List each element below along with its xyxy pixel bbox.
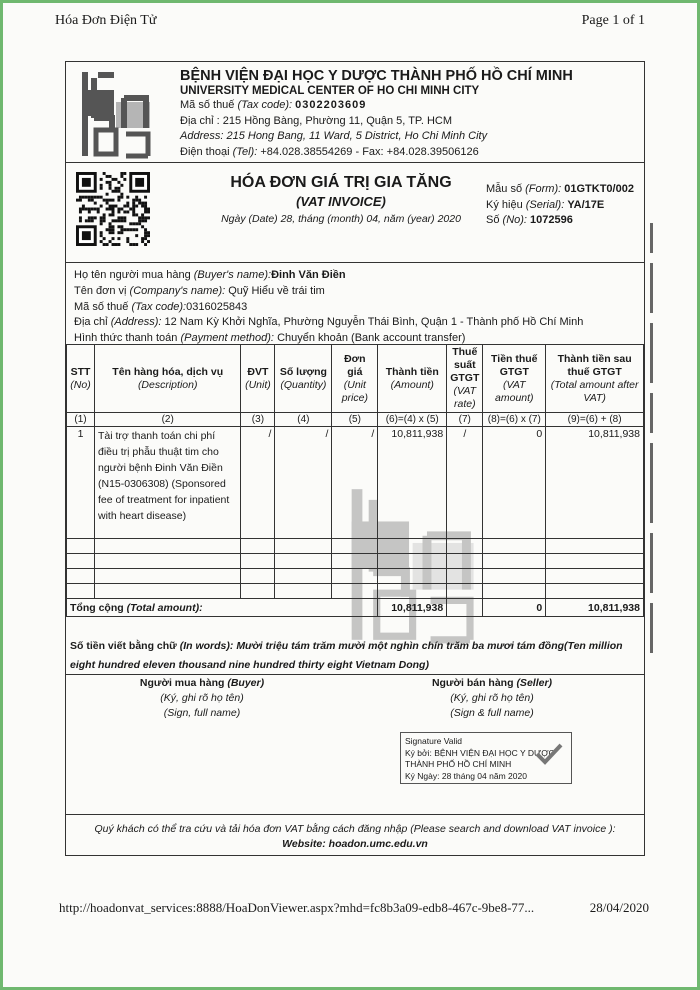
- header-unit: ĐVT (Unit): [241, 345, 275, 413]
- invoice-number: 1072596: [530, 214, 573, 226]
- page-indicator: Page 1 of 1: [581, 13, 645, 28]
- checkmark-icon: [535, 743, 563, 765]
- total-after-vat: 10,811,938: [588, 601, 640, 614]
- invoice-date: Ngày (Date) 28, tháng (month) 04, năm (year) 2020: [221, 213, 461, 225]
- footer-date: 28/04/2020: [589, 900, 649, 915]
- buyer-address: 12 Nam Kỳ Khởi Nghĩa, Phường Nguyễn Thái Bình, Quận 1 - Thành phố Hồ Chí Minh: [164, 316, 584, 329]
- divider: [66, 162, 644, 163]
- header-no: STT (No): [67, 345, 95, 413]
- buyer-signature: Người mua hàng (Buyer) (Ký, ghi rõ họ tên) (Sign, full name): [139, 677, 265, 719]
- table-row: [67, 569, 644, 584]
- amount-in-words: Số tiền viết bằng chữ (In words): Mười triệu tám trăm mười một nghìn chín trăm ba mươi tám đồng(Ten million eight hundred eleven thousand nine hundred thirty eight Vietnam Dong): [70, 640, 623, 671]
- header-vat-rate: Thuế suất GTGT (VAT rate): [447, 345, 483, 413]
- table-header-row: [67, 345, 644, 413]
- header-vat-amount: Tiền thuế GTGT (VAT amount): [483, 345, 546, 413]
- seller-signature: Người bán hàng (Seller) (Ký, ghi rõ họ tên) (Sign & full name): [431, 677, 553, 719]
- serial-number: YA/17E: [567, 198, 605, 211]
- invoice-form-info: Mẫu số (Form): 01GTKT0/002 Ký hiệu (Serial): YA/17E Số (No): 1072596: [486, 183, 634, 226]
- footer-url: http://hoadonvat_services:8888/HoaDonViewer.aspx?mhd=fc8b3a09-edb8-467c-9be8-77...: [59, 900, 535, 915]
- seller-tax-line: Mã số thuế (Tax code): 0302203609: [180, 99, 367, 111]
- invoice-title: HÓA ĐƠN GIÁ TRỊ GIA TĂNG: [230, 174, 452, 191]
- header-unit-price: Đơn giá (Unit price): [332, 345, 378, 413]
- table-row: [67, 539, 644, 554]
- payment-method: Chuyển khoản (Bank account transfer): [277, 332, 466, 345]
- digital-signature-box: Signature Valid Ký bởi: BỆNH VIỆN ĐẠI HỌC Y DƯỢC THÀNH PHỐ HỒ CHÍ MINH Ký Ngày: 28 tháng 04 năm 2020: [400, 732, 572, 784]
- seller-phone-line: Điện thoại (Tel): +84.028.38554269 - Fax: +84.028.39506126: [180, 145, 479, 158]
- invoice-title-en: (VAT INVOICE): [296, 194, 386, 209]
- total-vat: 0: [536, 601, 543, 614]
- seller-address-vi: Địa chỉ : 215 Hồng Bàng, Phường 11, Quận 5, TP. HCM: [180, 114, 453, 127]
- buyer-name: Đinh Văn Điền: [271, 269, 346, 281]
- seller-info: [180, 68, 640, 160]
- header-quantity: Số lượng (Quantity): [275, 345, 332, 413]
- total-amount: 10,811,938: [391, 601, 444, 614]
- side-edge-text: [647, 223, 657, 653]
- divider: [66, 262, 644, 263]
- buyer-company: Quỹ Hiểu về trái tim: [228, 284, 325, 297]
- invoice-page: [3, 3, 697, 987]
- seller-name-en: UNIVERSITY MEDICAL CENTER OF HO CHI MINH CITY: [180, 85, 480, 97]
- table-row: 1 Tài trợ thanh toán chi phí điều trị phẫu thuật tim cho người bệnh Đinh Văn Điền (N15-0306308) (Sponsored fee of treatment for inpatient with heart disease) / / / 10,811,938 / 0 10,811,938: [67, 427, 644, 539]
- header-amount: Thành tiền (Amount): [378, 345, 447, 413]
- qr-code-icon: [76, 170, 150, 248]
- browser-title: Hóa Đơn Điện Tử: [55, 13, 157, 28]
- invoice-title-block: [206, 174, 476, 225]
- seller-address-en: Address: 215 Hong Bang, 11 Ward, 5 District, Ho Chi Minh City: [180, 130, 488, 143]
- amount-in-words-value: Mười triệu tám trăm mười một nghìn chín trăm ba mươi tám đồng(Ten million eight hundred eleven thousand nine hundred thirty eight Vietnam Dong): [70, 640, 623, 671]
- website-link: Website: hoadon.umc.edu.vn: [282, 838, 428, 850]
- divider: [66, 814, 644, 815]
- seller-phone: +84.028.38554269: [260, 145, 353, 158]
- divider: [66, 674, 644, 675]
- seller-fax: +84.028.39506126: [386, 145, 479, 158]
- lookup-note: Quý khách có thể tra cứu và tải hóa đơn VAT bằng cách đăng nhập (Please search and download VAT invoice ): Website: hoadon.umc.edu.vn: [94, 823, 616, 850]
- buyer-tax-code: 0316025843: [186, 300, 248, 313]
- table-row: [67, 584, 644, 599]
- buyer-info: Họ tên người mua hàng (Buyer's name):Đinh Văn Điền Tên đơn vị (Company's name): Quỹ Hiểu về trái tim Mã số thuế (Tax code):0316025843 Địa chỉ (Address): 12 Nam Kỳ Khởi Nghĩa, Phường Nguyễn Thái Bình, Quận 1 - Thành phố Hồ Chí Minh Hình thức thanh toán (Payment method): Chuyển khoản (Bank account transfer): [74, 269, 584, 345]
- form-number: 01GTKT0/002: [564, 183, 634, 195]
- table-index-row: (1) (2) (3) (4) (5) (6)=(4) x (5) (7) (8)=(6) x (7) (9)=(6) + (8): [67, 413, 644, 427]
- table-row: [67, 554, 644, 569]
- invoice-frame: [65, 61, 645, 856]
- header-total: Thành tiền sau thuế GTGT (Total amount after VAT): [546, 345, 644, 413]
- item-total: 10,811,938: [546, 427, 644, 539]
- item-description: Tài trợ thanh toán chi phí điều trị phẫu thuật tim cho người bệnh Đinh Văn Điền (N15-0306308) (Sponsored fee of treatment for inpatient with heart disease): [94, 427, 240, 539]
- total-row: Tổng cộng (Total amount): 10,811,938 0 10,811,938: [67, 599, 644, 617]
- umc-logo-icon: [74, 68, 164, 160]
- item-amount: 10,811,938: [378, 427, 447, 539]
- seller-name-vi: BỆNH VIỆN ĐẠI HỌC Y DƯỢC THÀNH PHỐ HỒ CHÍ MINH: [180, 68, 573, 84]
- items-table: [66, 344, 644, 617]
- header-description: Tên hàng hóa, dịch vụ (Description): [94, 345, 240, 413]
- seller-tax-code: 0302203609: [295, 99, 367, 111]
